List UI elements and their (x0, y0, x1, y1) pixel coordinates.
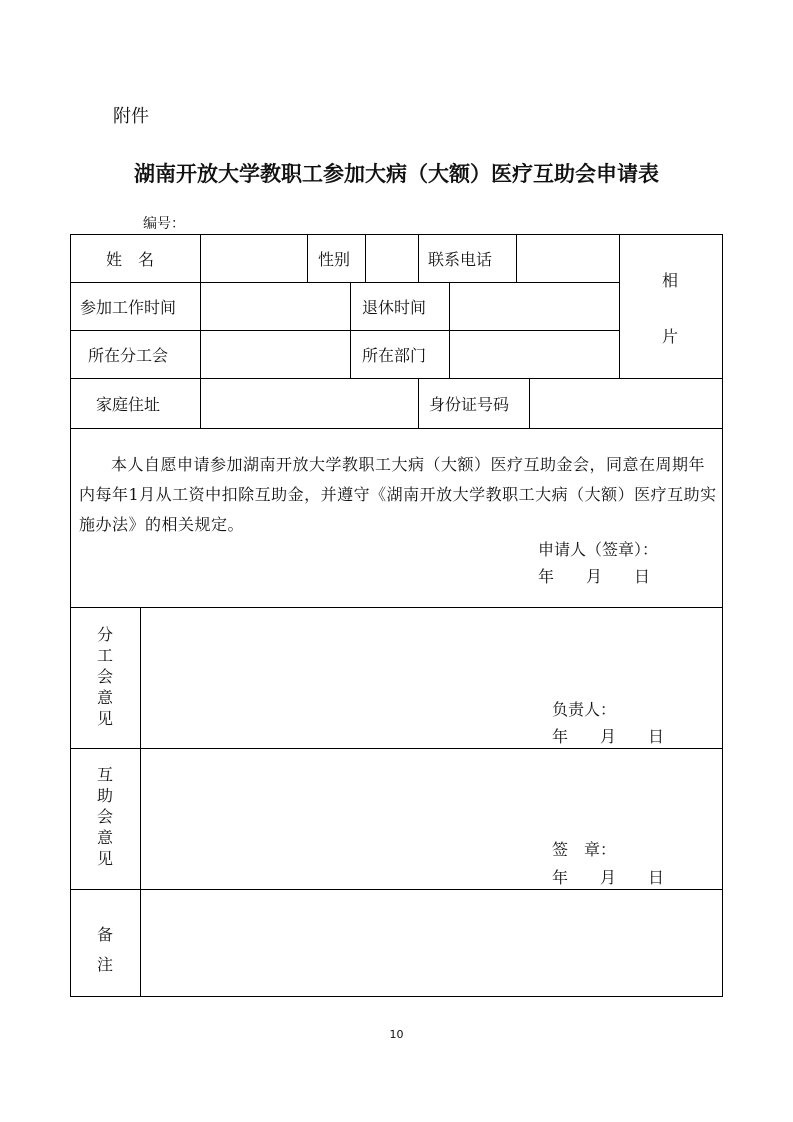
branch-signer-label: 负责人： (552, 700, 617, 719)
mutual-aid-signer-label: 签 章： (552, 840, 617, 859)
col-divider (418, 378, 419, 428)
mutual-aid-opinion-date: 年 月 日 (552, 868, 665, 887)
applicant-signature-label: 申请人（签章）： (538, 540, 659, 559)
phone-label: 联系电话 (428, 250, 493, 269)
branch-union-label: 所在分工会 (88, 346, 169, 365)
gender-field[interactable] (366, 235, 417, 282)
col-divider (350, 282, 351, 378)
id-number-label: 身份证号码 (429, 395, 510, 414)
gender-label: 性别 (318, 250, 351, 269)
branch-union-field[interactable] (201, 331, 349, 378)
address-label: 家庭住址 (96, 395, 161, 414)
serial-number-label: 编号： (143, 216, 185, 232)
application-date: 年 月 日 (538, 567, 651, 586)
branch-opinion-field[interactable] (141, 608, 541, 693)
remarks-field[interactable] (141, 890, 721, 995)
department-label: 所在部门 (362, 346, 427, 365)
attachment-label: 附件 (113, 106, 149, 127)
name-field[interactable] (201, 235, 306, 282)
name-label: 姓 名 (106, 250, 155, 269)
id-number-field[interactable] (530, 379, 721, 428)
form-title: 湖南开放大学教职工参加大病（大额）医疗互助会申请表 (134, 162, 659, 186)
retire-label: 退休时间 (362, 298, 427, 317)
row-divider (70, 428, 723, 429)
work-start-label: 参加工作时间 (80, 298, 177, 317)
address-field[interactable] (201, 379, 417, 428)
photo-col-divider (619, 234, 620, 378)
remarks-label: 备注 (96, 925, 113, 974)
col-divider (307, 234, 308, 282)
table-border-left (70, 234, 71, 996)
branch-opinion-date: 年 月 日 (552, 727, 665, 746)
photo-label-top: 相 (662, 271, 679, 290)
branch-opinion-label: 分工会意见 (96, 625, 113, 728)
mutual-aid-opinion-field[interactable] (141, 749, 541, 834)
retire-field[interactable] (450, 283, 618, 330)
work-start-field[interactable] (201, 283, 349, 330)
photo-label-bottom: 片 (662, 327, 679, 346)
mutual-aid-opinion-label: 互助会意见 (96, 765, 113, 868)
table-border-right (722, 234, 723, 996)
page-number: 10 (389, 1028, 404, 1041)
department-field[interactable] (450, 331, 618, 378)
declaration-text: 本人自愿申请参加湖南开放大学教职工大病（大额）医疗互助金会，同意在周期年内每年1月从工资中扣除互助金，并遵守《湖南开放大学教职工大病（大额）医疗互助实施办法》的相关规定。 (79, 455, 717, 534)
col-divider (418, 234, 419, 282)
table-border-bottom (70, 996, 723, 997)
phone-field[interactable] (517, 235, 618, 282)
